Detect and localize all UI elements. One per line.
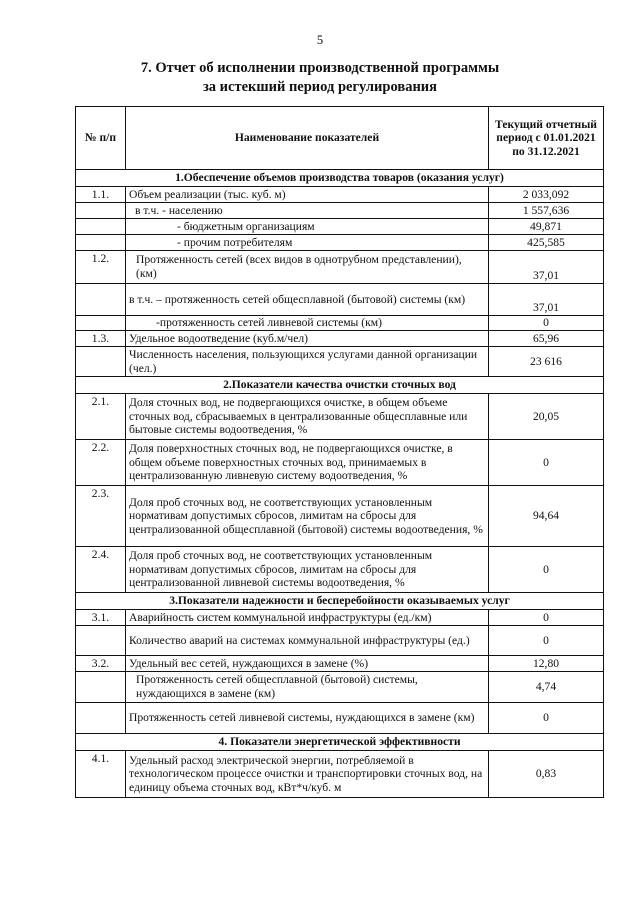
row-value: 49,871 [489, 219, 604, 235]
row-name: Доля проб сточных вод, не соответствующих установленным нормативам допустимых сбросов, лимитам на сбросы для централизованной общесплавной (бытовой) системы водоотведения, % [126, 486, 489, 547]
table-row [76, 219, 604, 235]
row-value: 0 [489, 703, 604, 734]
table-row [76, 394, 604, 440]
row-value: 0 [489, 316, 604, 331]
table-row [76, 284, 604, 316]
row-name: Объем реализации (тыс. куб. м) [126, 187, 489, 203]
row-value: 0,83 [489, 751, 604, 798]
row-name: Доля проб сточных вод, не соответствующих установленным нормативам допустимых сбросов, лимитам на сбросы для централизованной ливневой системы водоотведения, % [126, 547, 489, 593]
table-row [76, 347, 604, 377]
table-row [76, 235, 604, 251]
row-num: 1.3. [76, 331, 126, 347]
row-num: 1.2. [76, 251, 126, 284]
row-name: Доля поверхностных сточных вод, не подвергающихся очистке, в общем объеме поверхностных сточных вод, принимаемых в централизованную ливневую систему водоотведения, % [126, 440, 489, 486]
row-name: - бюджетным организациям [126, 219, 489, 235]
row-value: 23 616 [489, 347, 604, 377]
row-name: Удельный расход электрической энергии, потребляемой в технологическом процессе очистки и транспортировки сточных вод, на единицу объема сточных вод, кВт*ч/куб. м [126, 751, 489, 798]
row-name: -протяженность сетей ливневой системы (км) [126, 316, 489, 331]
table-row [76, 751, 604, 798]
row-value: 65,96 [489, 331, 604, 347]
row-value: 0 [489, 440, 604, 486]
section-heading: 3.Показатели надежности и бесперебойности оказываемых услуг [76, 593, 604, 610]
row-name: Аварийность систем коммунальной инфраструктуры (ед./км) [126, 610, 489, 626]
row-name: Доля сточных вод, не подвергающихся очистке, в общем объеме сточных вод, сбрасываемых в централизованные общесплавные или бытовые системы водоотведения, % [126, 394, 489, 440]
row-name: в т.ч. - населению [126, 203, 489, 219]
row-value: 37,01 [489, 251, 604, 284]
table-row [76, 440, 604, 486]
table-row [76, 187, 604, 203]
row-value: 425,585 [489, 235, 604, 251]
row-num: 2.1. [76, 394, 126, 440]
table-row [76, 316, 604, 331]
row-value: 0 [489, 547, 604, 593]
table-row [76, 703, 604, 734]
section-heading: 2.Показатели качества очистки сточных вод [76, 377, 604, 394]
page-number: 5 [316, 33, 324, 47]
section-heading: 1.Обеспечение объемов производства товаров (оказания услуг) [76, 170, 604, 187]
row-value: 0 [489, 626, 604, 656]
page-title [0, 59, 640, 97]
row-num: 2.2. [76, 440, 126, 486]
table-row [76, 547, 604, 593]
table-row [76, 486, 604, 547]
table-row [76, 251, 604, 284]
row-name: в т.ч. – протяженность сетей общесплавной (бытовой) системы (км) [126, 284, 489, 316]
row-value: 12,80 [489, 656, 604, 672]
row-name: - прочим потребителям [126, 235, 489, 251]
table-row [76, 203, 604, 219]
row-num: 2.3. [76, 486, 126, 547]
row-value: 0 [489, 610, 604, 626]
row-value: 4,74 [489, 672, 604, 703]
row-name: Протяженность сетей (всех видов в однотрубном представлении), (км) [126, 251, 489, 284]
table-header-row [76, 107, 604, 170]
row-num: 3.1. [76, 610, 126, 626]
row-name: Протяженность сетей общесплавной (бытовой) системы, нуждающихся в замене (км) [126, 672, 489, 703]
row-value: 94,64 [489, 486, 604, 547]
header-value: Текущий отчетный период с 01.01.2021 по 31.12.2021 [489, 107, 604, 170]
row-num: 4.1. [76, 751, 126, 798]
row-name: Удельное водоотведение (куб.м/чел) [126, 331, 489, 347]
row-value: 1 557,636 [489, 203, 604, 219]
row-value: 37,01 [489, 284, 604, 316]
report-table [75, 106, 604, 798]
row-name: Удельный вес сетей, нуждающихся в замене (%) [126, 656, 489, 672]
table-row [76, 610, 604, 626]
row-num: 1.1. [76, 187, 126, 203]
title-line-2: за истекший период регулирования [202, 79, 438, 95]
row-num: 2.4. [76, 547, 126, 593]
row-name: Количество аварий на системах коммунальной инфраструктуры (ед.) [126, 626, 489, 656]
row-name: Численность населения, пользующихся услугами данной организации (чел.) [126, 347, 489, 377]
section-heading: 4. Показатели энергетической эффективности [76, 734, 604, 751]
title-line-1: 7. Отчет об исполнении производственной программы [140, 60, 500, 76]
row-value: 20,05 [489, 394, 604, 440]
header-name: Наименование показателей [126, 107, 489, 170]
row-value: 2 033,092 [489, 187, 604, 203]
table-row [76, 672, 604, 703]
header-num: № п/п [76, 107, 126, 170]
table-row [76, 626, 604, 656]
row-num: 3.2. [76, 656, 126, 672]
row-name: Протяженность сетей ливневой системы, нуждающихся в замене (км) [126, 703, 489, 734]
table-row [76, 656, 604, 672]
table-row [76, 331, 604, 347]
